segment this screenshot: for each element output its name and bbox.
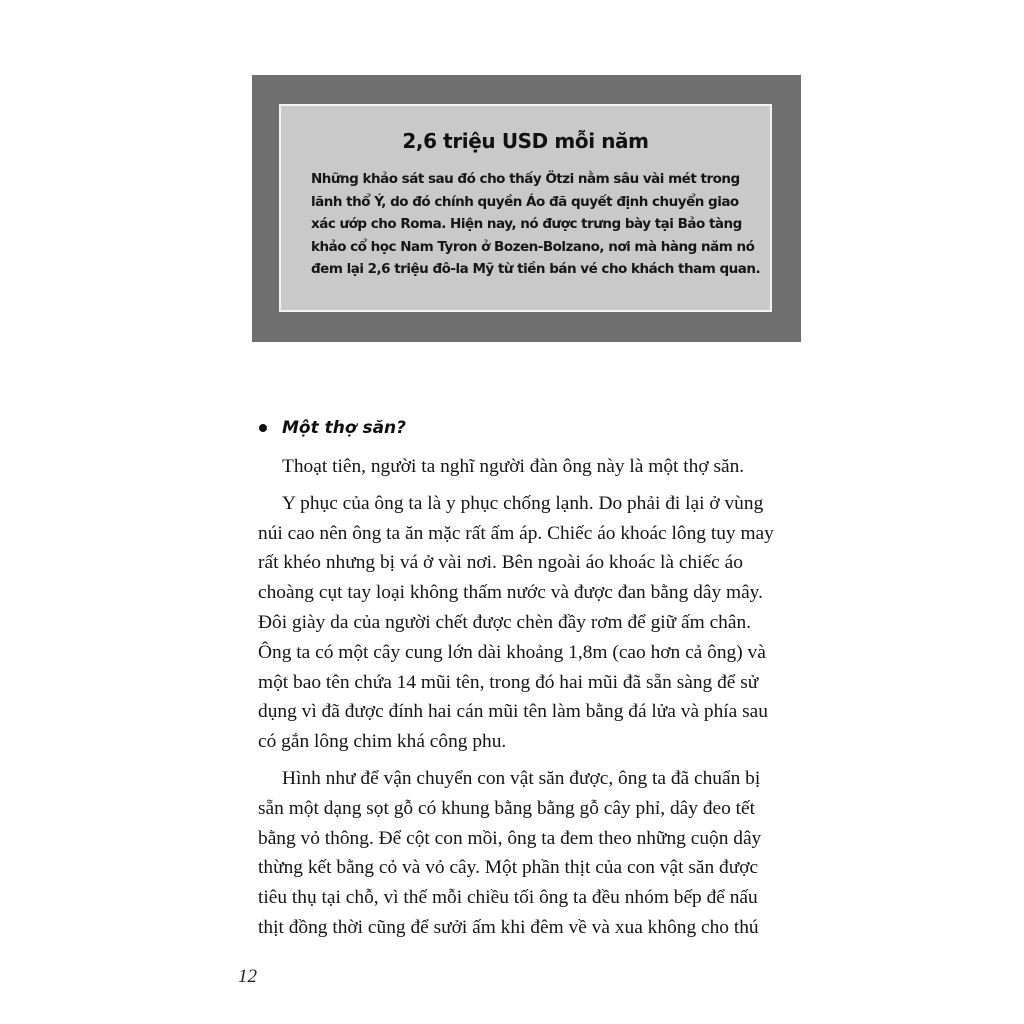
text-line: sẵn một dạng sọt gỗ có khung bằng bằng gỗ cây phỉ, dây đeo tết: [258, 797, 756, 819]
paragraph: [258, 452, 803, 482]
sidebar-title: 2,6 triệu USD mỗi năm: [402, 129, 649, 153]
sidebar-inner-panel: [279, 104, 772, 312]
paragraph: [258, 764, 803, 943]
section-heading: [252, 414, 406, 442]
text-line: thừng kết bằng cỏ và vỏ cây. Một phần thịt của con vật săn được: [258, 857, 759, 879]
body-text: [258, 452, 803, 950]
sidebar-line: khảo cổ học Nam Tyron ở Bozen-Bolzano, nơi mà hàng năm nó: [311, 238, 755, 255]
text-line: Hình như để vận chuyển con vật săn được, ông ta đã chuẩn bị: [282, 767, 761, 789]
text-line: có gắn lông chim khá công phu.: [258, 731, 507, 753]
text-line: một bao tên chứa 14 mũi tên, trong đó hai mũi đã sẵn sàng để sử: [258, 671, 759, 693]
text-line: núi cao nên ông ta ăn mặc rất ấm áp. Chiếc áo khoác lông tuy may: [258, 522, 774, 544]
sidebar-text: [311, 168, 761, 281]
text-line: choàng cụt tay loại không thấm nước và được đan bằng dây mây.: [258, 582, 763, 604]
sidebar-line: lãnh thổ Ý, do đó chính quyền Áo đã quyết định chuyển giao: [311, 193, 739, 210]
text-line: bằng vỏ thông. Để cột con mồi, ông ta đem theo những cuộn dây: [258, 827, 762, 849]
sidebar-line: Những khảo sát sau đó cho thấy Ötzi nằm sâu vài mét trong: [311, 171, 740, 187]
text-line: rất khéo nhưng bị vá ở vài nơi. Bên ngoài áo khoác là chiếc áo: [258, 552, 743, 574]
sidebar-line: đem lại 2,6 triệu đô-la Mỹ từ tiền bán vé cho khách tham quan.: [311, 261, 761, 277]
sidebar-box: [252, 75, 801, 342]
text-line: tiêu thụ tại chỗ, vì thế mỗi chiều tối ông ta đều nhóm bếp để nấu: [258, 887, 758, 909]
paragraph: [258, 489, 803, 757]
bullet-icon: [259, 424, 267, 432]
text-line: Y phục của ông ta là y phục chống lạnh. Do phải đi lại ở vùng: [282, 492, 764, 514]
text-line: thịt đồng thời cũng để sưởi ấm khi đêm về và xua không cho thú: [258, 916, 759, 938]
text-line: Đôi giày da của người chết được chèn đầy rơm để giữ ấm chân.: [258, 611, 752, 633]
text-line: Thoạt tiên, người ta nghĩ người đàn ông này là một thợ săn.: [282, 456, 745, 477]
page-number: 12: [238, 966, 257, 987]
text-line: dụng vì đã được đính hai cán mũi tên làm bằng đá lửa và phía sau: [258, 701, 768, 723]
sidebar-line: xác ướp cho Roma. Hiện nay, nó được trưng bày tại Bảo tàng: [311, 216, 742, 232]
text-line: Ông ta có một cây cung lớn dài khoảng 1,8m (cao hơn cả ông) và: [258, 641, 766, 663]
section-heading-text: Một thợ săn?: [282, 418, 407, 438]
